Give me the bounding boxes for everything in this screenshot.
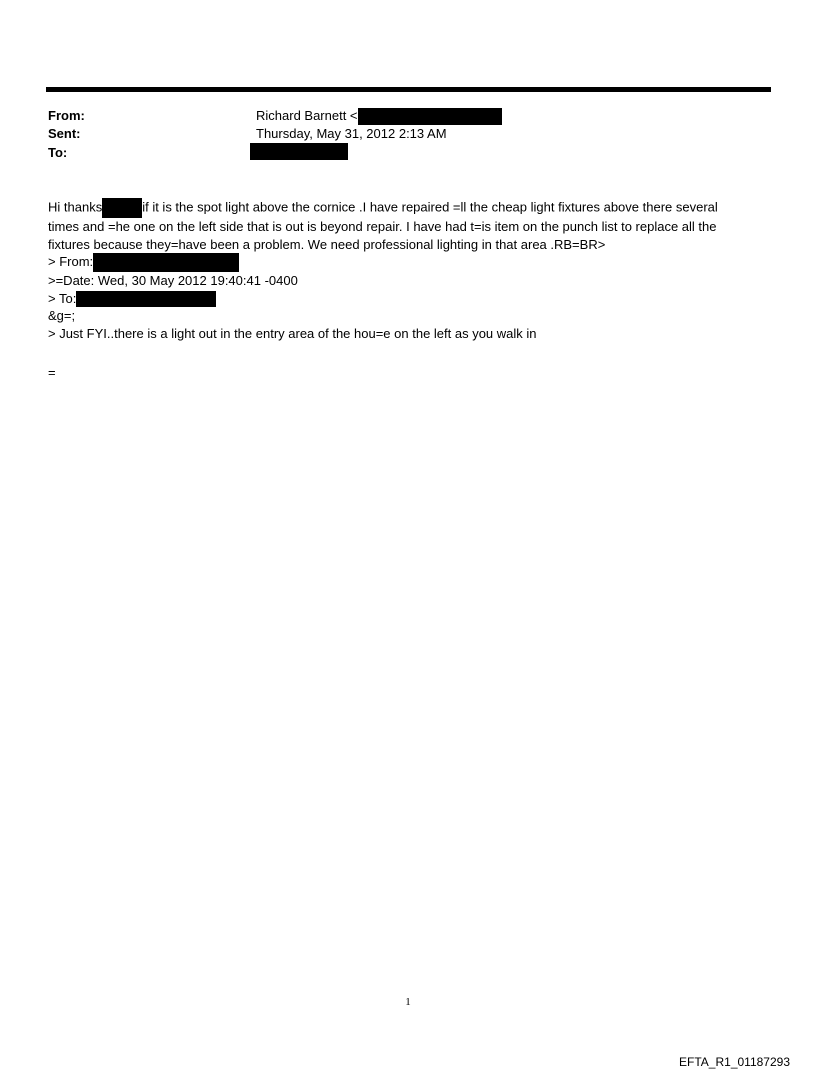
to-redaction-box — [250, 143, 348, 160]
from-value — [256, 108, 502, 125]
redaction-box — [93, 253, 239, 272]
quote-gt-line: &g=; — [48, 308, 76, 324]
email-body — [48, 198, 760, 381]
page-number: 1 — [405, 996, 411, 1008]
body-text-cont: if it is the spot light above the cornice .I have repaired =ll the cheap light fixtures above there several — [142, 199, 718, 215]
body-line: fixtures because they=have been a problem. We need professional lighting in that area .RB=BR> — [48, 236, 606, 252]
to-label: To: — [48, 145, 68, 160]
header-rule — [46, 87, 771, 92]
body-line: times and =he one on the left side that is out is beyond repair. I have had t=is item on the punch list to replace all the — [48, 219, 717, 234]
trailer-line: = — [48, 364, 56, 380]
quote-from-label: > From: — [48, 254, 94, 269]
quote-to-label: > To: — [48, 290, 77, 306]
from-name: Richard Barnett < — [256, 108, 358, 123]
redaction-box — [358, 108, 502, 125]
sent-label: Sent: — [48, 126, 81, 141]
spacer — [48, 342, 760, 360]
quote-date-line: >=Date: Wed, 30 May 2012 19:40:41 -0400 — [48, 273, 298, 289]
redaction-box — [76, 291, 216, 307]
quote-from-line — [48, 253, 760, 272]
sent-value: Thursday, May 31, 2012 2:13 AM — [256, 126, 447, 141]
body-text-start: Hi thanks — [48, 199, 103, 215]
document-id: EFTA_R1_01187293 — [679, 1055, 790, 1069]
quote-to-line — [48, 290, 760, 308]
redaction-box — [102, 198, 142, 218]
body-line — [48, 198, 760, 218]
from-label: From: — [48, 108, 85, 123]
quote-text-line: > Just FYI..there is a light out in the entry area of the hou=e on the left as you walk in — [48, 325, 537, 341]
